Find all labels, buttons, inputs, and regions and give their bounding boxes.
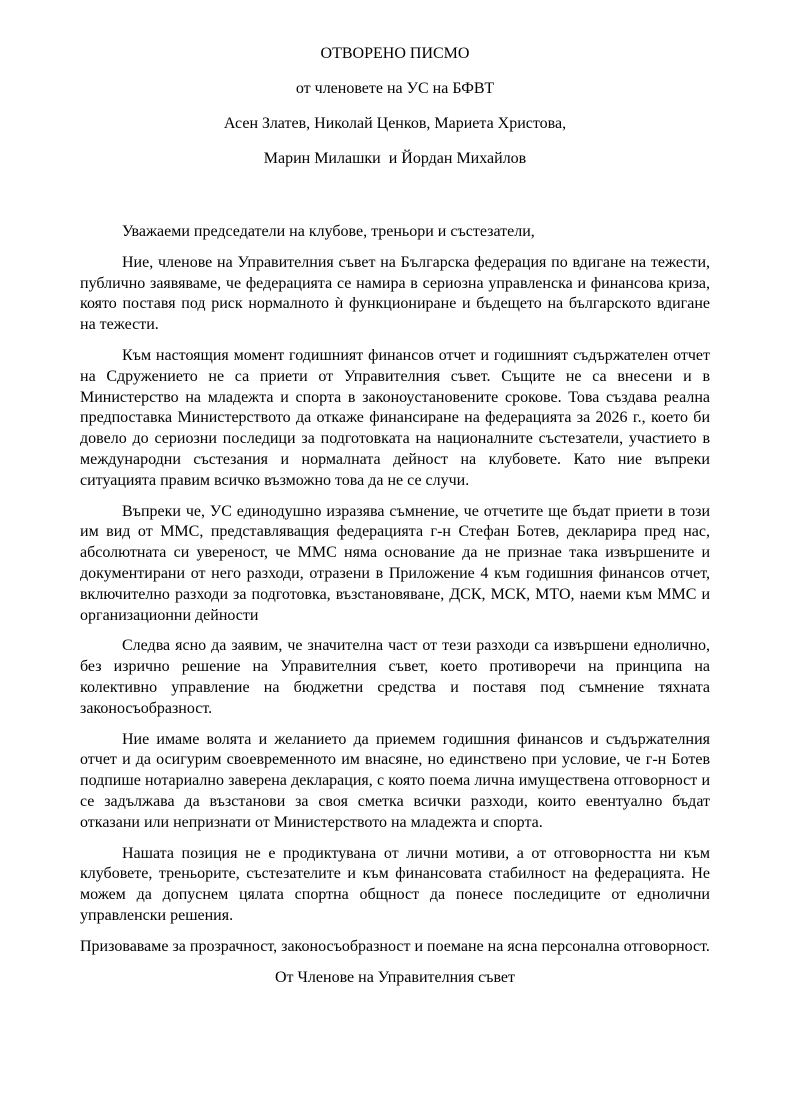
letter-paragraph: Ние имаме волята и желанието да приемем годишния финансов и съдържателния отчет и да осигурим своевременното им внасяне, но единствено при условие, че г-н Ботев подпише нотариално заверена декларация, с която поема лична имуществена отговорност и се задължава да възстанови за своя сметка всички разходи, които евентуално бъдат отказани или непризнати от Министерството на младежта и спорта. [80, 730, 710, 831]
letter-title: ОТВОРЕНО ПИСМО [320, 45, 470, 62]
letter-header [80, 36, 710, 176]
letter-authors-line-2: Марин Милашки и Йордан Михайлов [263, 150, 527, 167]
letter-paragraph: Ние, членове на Управителния съвет на Българска федерация по вдигане на тежести, публично заявяваме, че федерацията се намира в сериозна управленска и финансова криза, която поставя под риск нормалното ѝ функциониране и бъдещето на българското вдигане на тежести. [80, 253, 710, 334]
letter-paragraph: Следва ясно да заявим, че значителна част от тези разходи са извършени еднолично, без изрично решение на Управителния съвет, което противоречи на принципа на колективно управление на бюджетни средства и поставя под съмнение тяхната законосъобразност. [80, 637, 710, 717]
letter-signature: От Членове на Управителния съвет [274, 968, 515, 986]
letter-paragraph: Нашата позиция не е продиктувана от лични мотиви, а от отговорността ни към клубовете, треньорите, състезателите и към финансовата стабилност на федерацията. Не можем да допуснем цялата спортна общност да понесе последиците от еднолични управленски решения. [80, 844, 710, 924]
letter-paragraph: Призоваваме за прозрачност, законосъобразност и поемане на ясна персонална отговорност. [80, 937, 710, 955]
letter-paragraph: Към настоящия момент годишният финансов отчет и годишният съдържателен отчет на Сдружението не са приети от Управителния съвет. Същите не са внесени и в Министерство на младежта и спорта в законоустановените срокове. Това създава реална предпоставка Министерството да откаже финансиране на федерацията за 2026 г., което би довело до сериозни последици за подготовката на националните състезатели, участието в международни състезания и нормалната дейност на клубовете. Като ние въпреки ситуацията правим всичко възможно това да не се случи. [80, 346, 710, 489]
letter-paragraph: Въпреки че, УС единодушно изразява съмнение, че отчетите ще бъдат приети в този им вид от ММС, представляващия федерацията г-н Стефан Ботев, декларира пред нас, абсолютната си увереност, че ММС няма основание да не признае така извършените и документирани от него разходи, отразени в Приложение 4 към годишния финансов отчет, включително разходи за подготовка, възстановяване, ДСК, МСК, МТО, наеми към ММС и организационни дейности [80, 502, 710, 624]
letter-paragraph: Уважаеми председатели на клубове, треньори и състезатели, [122, 223, 535, 240]
letter-from-line: от членовете на УС на БФВТ [295, 80, 495, 97]
letter-body [80, 222, 710, 958]
letter-authors-line-1: Асен Златев, Николай Ценков, Мариета Христова, [223, 115, 567, 132]
